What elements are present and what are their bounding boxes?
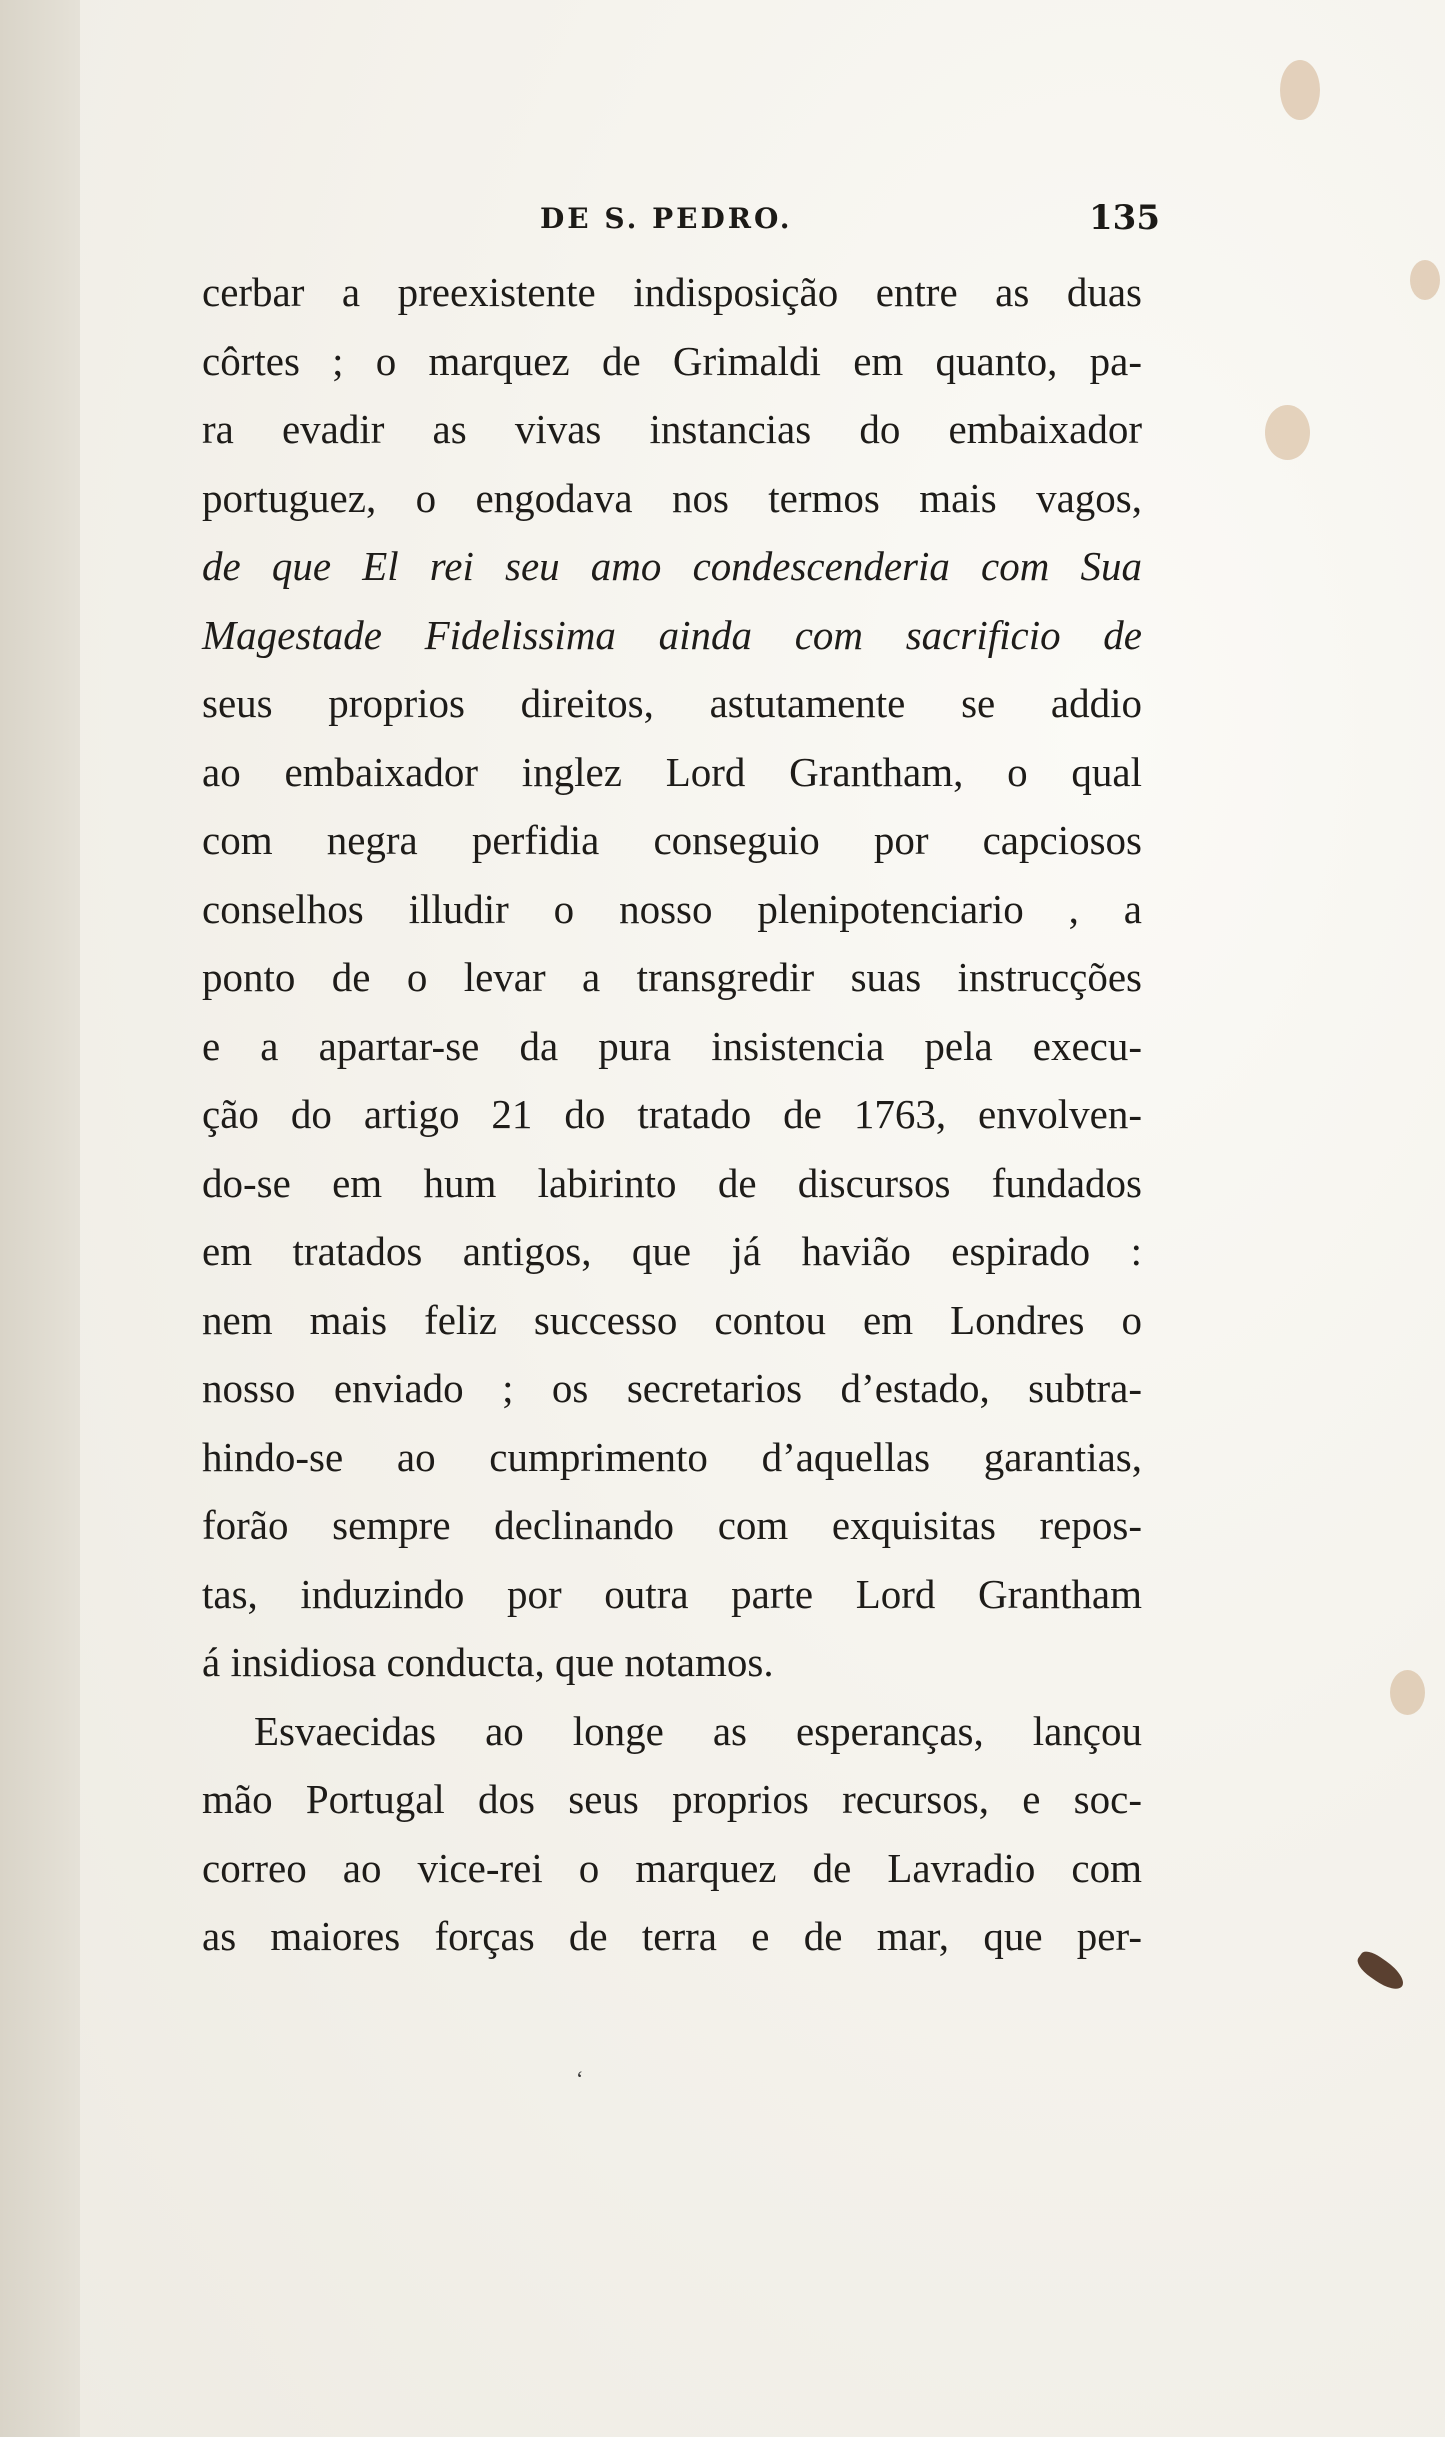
text-line: côrtes ; o marquez de Grimaldi em quanto, pa- — [202, 337, 1142, 384]
page-number: 135 — [1089, 198, 1160, 238]
text-line: com negra perfidia conseguio por capciosos — [202, 817, 1142, 863]
printer-mark: ʻ — [576, 2066, 584, 2091]
text-line: ao embaixador inglez Lord Grantham, o qual — [202, 748, 1142, 795]
text-line: portuguez, o engodava nos termos mais vagos, — [202, 474, 1142, 521]
text-line: nem mais feliz successo contou em Londres o — [202, 1296, 1142, 1343]
text-line: Esvaecidas ao longe as esperanças, lançou — [254, 1707, 1142, 1754]
foxing-stain — [1410, 260, 1440, 300]
text-line: conselhos illudir o nosso plenipotenciario , a — [202, 885, 1142, 932]
text-line: as maiores forças de terra e de mar, que per- — [202, 1913, 1142, 1959]
text-line: do-se em hum labirinto de discursos fundados — [202, 1159, 1142, 1206]
text-line: forão sempre declinando com exquisitas repos- — [202, 1502, 1142, 1548]
text-line: nosso enviado ; os secretarios d’estado, subtra- — [202, 1365, 1142, 1411]
body-text — [202, 258, 1142, 1971]
foxing-stain — [1280, 60, 1320, 120]
text-line: seus proprios direitos, astutamente se addio — [202, 680, 1142, 726]
text-line: Magestade Fidelissima ainda com sacrificio de — [202, 611, 1142, 658]
page-header — [530, 198, 1160, 248]
text-line: ção do artigo 21 do tratado de 1763, envolven- — [202, 1091, 1142, 1137]
paragraph — [202, 258, 1142, 1697]
paragraph — [202, 1697, 1142, 1971]
text-line: e a apartar-se da pura insistencia pela execu- — [202, 1022, 1142, 1069]
foxing-stain — [1265, 405, 1310, 460]
ink-blot — [1353, 1947, 1408, 1995]
text-line: á insidiosa conducta, que notamos. — [202, 1639, 774, 1685]
text-line: ponto de o levar a transgredir suas instrucções — [202, 954, 1142, 1000]
text-line: de que El rei seu amo condescenderia com Sua — [202, 543, 1142, 589]
text-line: ra evadir as vivas instancias do embaixador — [202, 406, 1142, 452]
text-line: cerbar a preexistente indisposição entre as duas — [202, 269, 1142, 315]
foxing-stain — [1390, 1670, 1425, 1715]
text-line: correo ao vice-rei o marquez de Lavradio com — [202, 1844, 1142, 1891]
text-line: mão Portugal dos seus proprios recursos, e soc- — [202, 1776, 1142, 1822]
text-line: hindo-se ao cumprimento d’aquellas garantias, — [202, 1433, 1142, 1480]
text-line: em tratados antigos, que já havião espirado : — [202, 1228, 1142, 1274]
text-line: tas, induzindo por outra parte Lord Grantham — [202, 1570, 1142, 1617]
running-head: DE S. PEDRO. — [540, 202, 793, 235]
